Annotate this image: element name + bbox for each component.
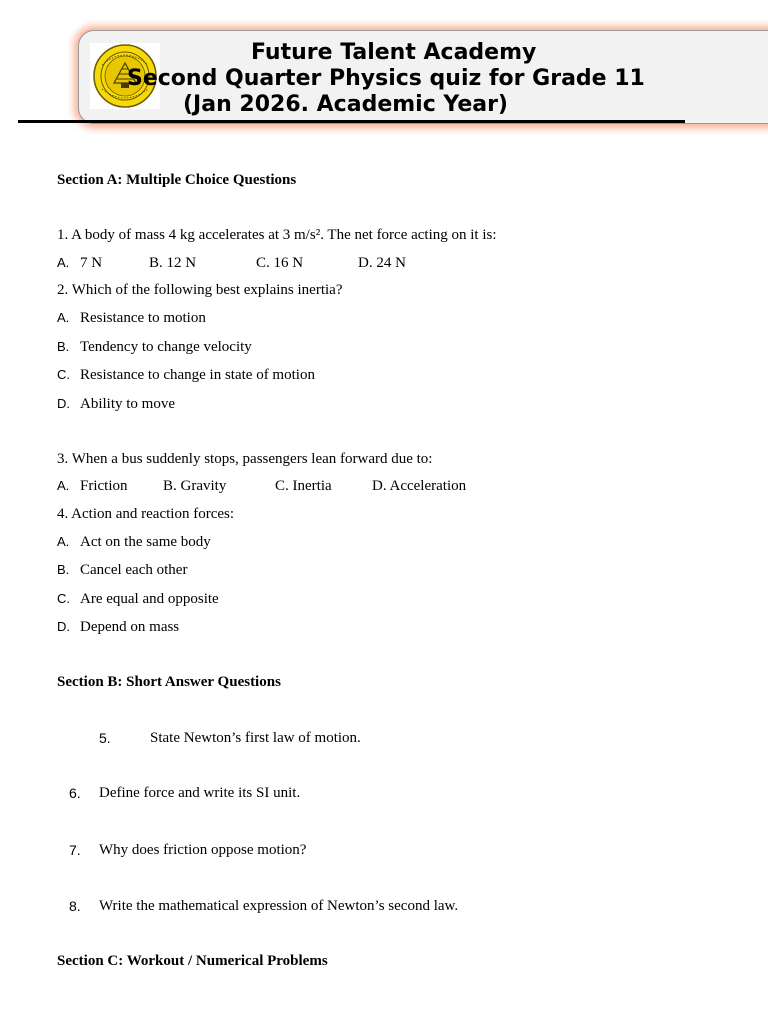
question-3: 3. When a bus suddenly stops, passengers lean forward due to:: [57, 451, 433, 467]
q3-option-d: D. Acceleration: [372, 478, 467, 494]
q4-option-c: Are equal and opposite: [80, 591, 219, 607]
q2-option-c: Resistance to change in state of motion: [80, 367, 315, 383]
school-name: Future Talent Academy: [251, 40, 537, 65]
q4-option-b: Cancel each other: [80, 562, 188, 578]
question-number: 8.: [69, 898, 81, 914]
q2-option-a: Resistance to motion: [80, 310, 206, 326]
quiz-title: Second Quarter Physics quiz for Grade 11: [127, 66, 645, 91]
q1-option-d: D. 24 N: [358, 255, 406, 271]
option-letter: A.: [57, 310, 70, 325]
option-letter: C.: [57, 367, 70, 382]
option-letter: D.: [57, 396, 70, 411]
q3-option-c: C. Inertia: [275, 478, 332, 494]
question-7: Why does friction oppose motion?: [99, 842, 307, 858]
q1-option-a: 7 N: [80, 255, 103, 271]
question-8: Write the mathematical expression of Newton’s second law.: [99, 898, 459, 914]
q1-option-b: B. 12 N: [149, 255, 197, 271]
question-4: 4. Action and reaction forces:: [57, 506, 235, 522]
academic-year: (Jan 2026. Academic Year): [183, 92, 508, 117]
option-letter: C.: [57, 591, 70, 606]
section-b-heading: Section B: Short Answer Questions: [57, 674, 281, 690]
question-number: 7.: [69, 842, 81, 858]
option-letter: B.: [57, 562, 70, 577]
q1-option-c: C. 16 N: [256, 255, 304, 271]
option-letter: B.: [57, 339, 70, 354]
q3-option-b: B. Gravity: [163, 478, 227, 494]
question-2: 2. Which of the following best explains inertia?: [57, 282, 343, 298]
option-letter: A.: [57, 478, 70, 493]
header-underline: [18, 120, 685, 123]
q3-option-a: Friction: [80, 478, 128, 494]
q4-option-d: Depend on mass: [80, 619, 180, 635]
section-a-heading: Section A: Multiple Choice Questions: [57, 172, 297, 188]
question-1: 1. A body of mass 4 kg accelerates at 3 m/s². The net force acting on it is:: [57, 227, 497, 243]
question-number: 6.: [69, 785, 81, 801]
question-6: Define force and write its SI unit.: [99, 785, 301, 801]
option-letter: A.: [57, 255, 70, 270]
question-number: 5.: [99, 730, 111, 746]
option-letter: D.: [57, 619, 70, 634]
option-letter: A.: [57, 534, 70, 549]
section-c-heading: Section C: Workout / Numerical Problems: [57, 953, 328, 969]
q2-option-d: Ability to move: [80, 396, 175, 412]
question-5: State Newton’s first law of motion.: [150, 730, 361, 746]
q2-option-b: Tendency to change velocity: [80, 339, 252, 355]
q4-option-a: Act on the same body: [80, 534, 211, 550]
